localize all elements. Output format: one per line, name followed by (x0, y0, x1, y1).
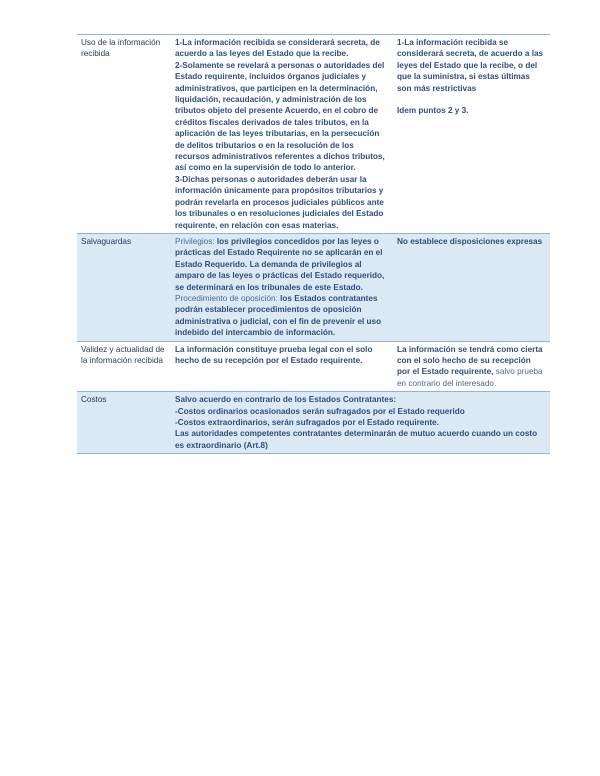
row-label: Salvaguardas (81, 236, 132, 246)
paragraph: -Costos ordinarios ocasionados serán sufragados por el Estado requerido (175, 406, 465, 416)
oposicion-text: los Estados contratantes podrán establecer procedimientos de oposición administrativa o judicial, con el fin de prevenir el uso indebido del intercambio de información. (175, 293, 382, 338)
privilegios-text: los privilegios concedidos por las leyes o prácticas del Estado Requirente no se aplicarán en el Estado Requerido. La demanda de privilegios al amparo de las leyes o prácticas del Estado requerido, se determinará en los tribunales de este Estado. (175, 236, 385, 292)
comparison-text-cell: No establece disposiciones expresas (397, 236, 543, 246)
oposicion-lead: Procedimiento de oposición: (175, 293, 281, 303)
paragraph: -Costos extraordinarios, serán sufragados por el Estado requirente. (175, 418, 439, 427)
validez-bold-text: La información se tendrá como cierta con el solo hecho de su recepción por el Estado requirente, (397, 344, 543, 377)
row-label: Validez y actualidad de la información recibida (81, 344, 165, 365)
row-label: Uso de la información recibida (81, 38, 161, 59)
table-row-salvaguardas (77, 233, 550, 341)
row-label: Costos (81, 395, 107, 405)
paragraph: Las autoridades competentes contratantes determinarán de mutuo acuerdo cuando un costo es extraordinario (Art.8) (175, 429, 538, 450)
paragraph: 1-La información recibida se considerará secreta, de acuerdo a las leyes del Estado que la recibe. (175, 38, 380, 59)
paragraph: 1-La información recibida se considerará secreta, de acuerdo a las leyes del Estado que la recibe, o del que la suministra, si estas últimas son más restrictivas (397, 38, 544, 93)
table-row-validez (77, 341, 550, 392)
paragraph (175, 293, 389, 339)
comparison-text-cell (393, 341, 550, 392)
comparison-table (77, 34, 550, 454)
costos-text-cell (171, 392, 550, 454)
agreement-text-cell (171, 35, 393, 234)
agreement-text-cell: La información constituye prueba legal con el solo hecho de su recepción por el Estado requirente. (175, 344, 373, 365)
paragraph: Salvo acuerdo en contrario de los Estados Contratantes: (175, 395, 397, 405)
paragraph: Idem puntos 2 y 3. (397, 106, 469, 116)
comparison-text-cell (393, 35, 550, 234)
paragraph (175, 236, 389, 293)
paragraph: 2-Solamente se revelará a personas o autoridades del Estado requirente, incluidos órganos judiciales y administrativos, que participen en la determinación, liquidación, recaudación, y administración de los tributos objeto del presente Acuerdo, en el cobro de créditos fiscales derivados de tales tributos, en la aplicación de las leyes tributarias, en la persecución de delitos tributarios o en la resolución de los recursos administrativos referentes a dichos tributos, así como en la supervisión de todo lo anterior. (175, 60, 385, 173)
agreement-text-cell (171, 233, 393, 341)
paragraph: 3-Dichas personas o autoridades deberán usar la información únicamente para propósitos tributarios y podrán revelarla en procesos judiciales públicos ante los tribunales o en resoluciones judiciales del Estado requirente, en relación con esas materias. (175, 174, 384, 230)
privilegios-lead: Privilegios: (175, 236, 217, 246)
table-row-costos (77, 392, 550, 454)
validez-light-text: salvo prueba en contrario del interesado. (397, 367, 543, 388)
table-row-uso-informacion (77, 35, 550, 234)
